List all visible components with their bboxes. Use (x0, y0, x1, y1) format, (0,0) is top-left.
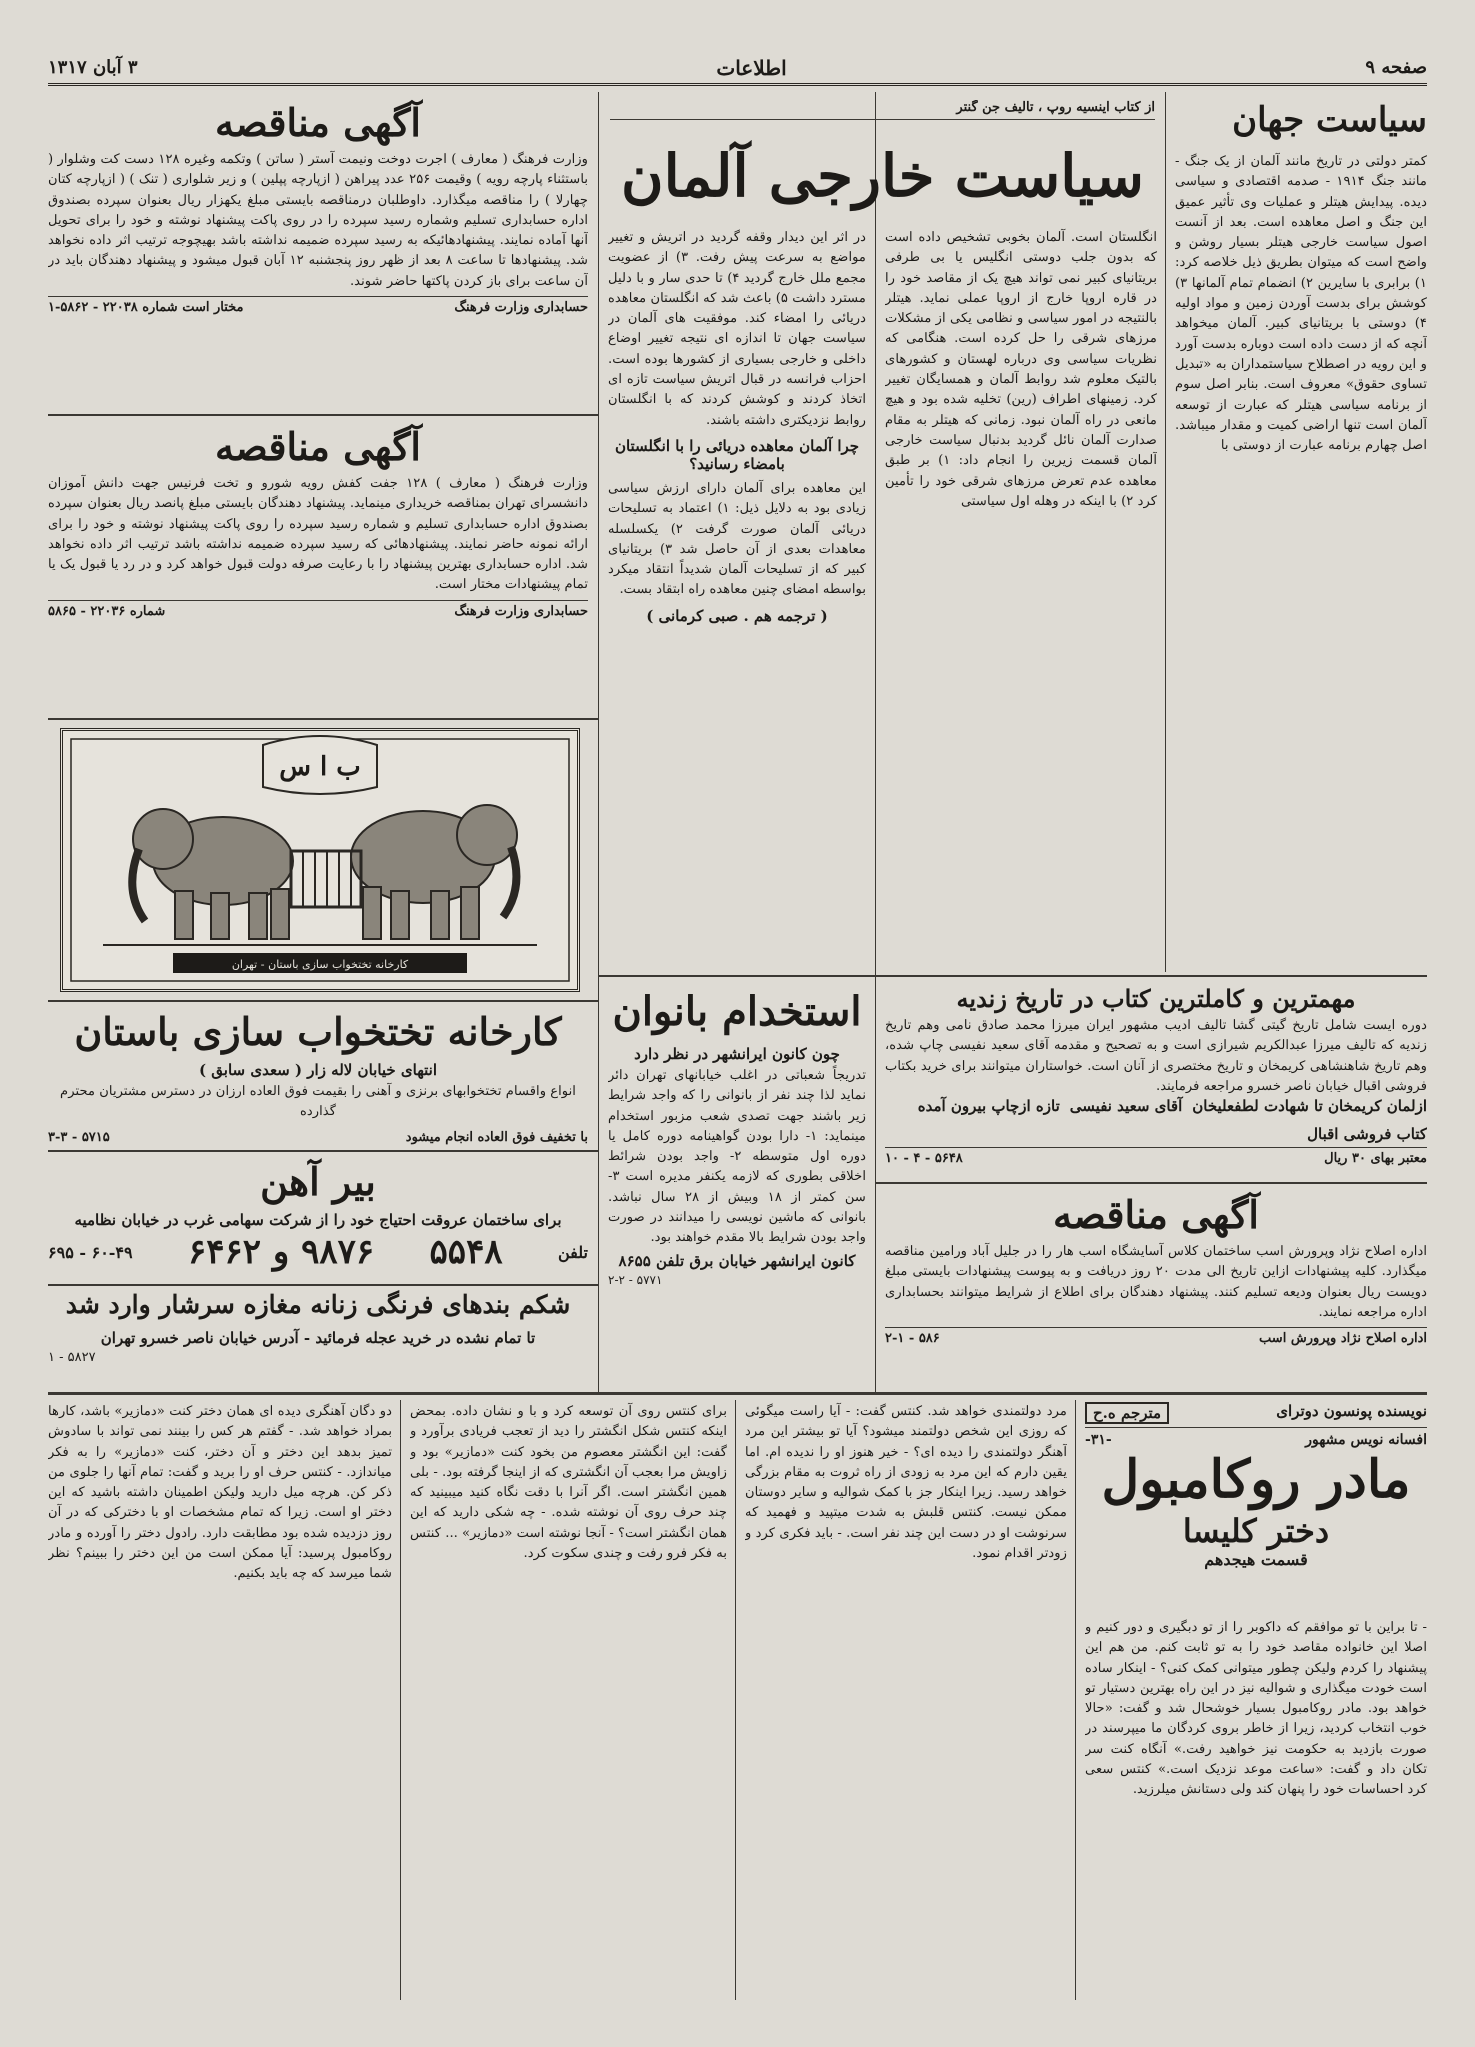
ad-body: تدریجاً شعباتی در اغلب خیابانهای تهران دائر نماید لذا چند نفر از بانوانی را که واجد شرایط زیر باشند جهت تصدی شعب مزبور استخدام مینماید: ۱- دارا بودن گواهینامه دوره کامل یا دوره اول متوسطه ۲- واجد بودن شرائط اخلاقی بطوری که لازمه یکنفر مدیره است ۳- سن کمتر از ۱۸ وبیش از ۲۸ سال نباشد. بانوانی که ماشین نویسی را میدانند در صورت واجد بودن شرایط بالا مقدم خواهند بود. (608, 1068, 866, 1246)
article-text: در اثر این دیدار وقفه گردید در اتریش و تغییر مواضع به سرعت پیش رفت. ۳) از عضویت مجمع ملل خارج گردید ۴) تا حدی سار و با دلیل مسترد داشت ۵) باعث شد که انگلستان معاهده دریائی را امضاء کند. موفقیت های آلمان در سیاست جهان تا اندازه ای نتیجه تغییر اوضاع داخلی و خارجی بسیاری از کشورها بوده است. احزاب فرانسه در قبال اتریش سیاست تازه ای اتخاذ کردند و کوشش کردند که با انگلستان روابط نزدیکتری داشته باشند. (608, 230, 866, 428)
politics-column-3 (608, 228, 866, 972)
bed-factory-illustration (60, 728, 580, 992)
page-fold-rule (48, 1392, 1427, 1395)
corset-ad-body (48, 1326, 588, 1386)
article-headline: سیاست خارجی آلمان (620, 142, 1145, 210)
serial-column-3 (410, 1402, 727, 2000)
serial-genre: افسانه نویس مشهور (1305, 1432, 1427, 1448)
page-label: صفحه ۹ (1365, 57, 1427, 78)
highlight-a: ازلمان کریمخان تا شهادت لطفعلیخان (1192, 1097, 1427, 1116)
ad-title: آگهی مناقصه (215, 424, 421, 469)
ad-footer (48, 296, 588, 315)
ad-title: بیر آهن (260, 1159, 376, 1204)
issue-date: ۳ آبان ۱۳۱۷ (48, 57, 138, 78)
ad-rule (48, 414, 598, 416)
serial-byline (1085, 1402, 1427, 1428)
serial-column-2 (745, 1402, 1067, 2000)
ad-signature: اداره اصلاح نژاد وپرورش اسب (1259, 1331, 1427, 1347)
column-rule (875, 1320, 876, 1392)
ad-code: مختار است شماره ۲۲۰۳۸ - ۵۸۶۲-۱ (48, 300, 244, 316)
ad-body: انواع واقسام تختخوابهای برنزی و آهنی را بقیمت فوق العاده ارزان در دسترس مشتریان محترم گذارده (60, 1084, 576, 1120)
ad-signature: حسابداری وزارت فرهنگ (454, 603, 588, 619)
politics-headline-box (610, 140, 1155, 220)
serial-subtitle: دختر کلیسا (1182, 1512, 1330, 1550)
column-rule (875, 92, 876, 1320)
phone-numbers-alt: ۹۸۷۶ و ۶۴۶۲ (187, 1232, 375, 1272)
ad-code: شماره ۲۲۰۳۶ - ۵۸۶۵ (48, 603, 166, 619)
ad-code: ۵۸۶ - ۲-۱ (885, 1331, 940, 1347)
serial-title: مادر روکامبول (1101, 1449, 1411, 1510)
ad-footer (885, 1147, 1427, 1166)
steel-beam-ad (48, 1156, 588, 1280)
politics-column-1 (1175, 152, 1427, 972)
ad-signature: حسابداری وزارت فرهنگ (454, 300, 588, 316)
serial-number: -۳۱- (1085, 1432, 1112, 1448)
serial-translator: مترجم ه.ح (1085, 1402, 1169, 1424)
serial-text: - تا براین با تو موافقم که داکوبر را از تو دبگیری و دور کنیم و اصلا این خانواده مقاصد خود را به تو ثابت کنم. من هم این پیشنهاد را کردم ولیکن چطور میتوانی کمک کنی؟ - اینکار ساده است خودت میگذاری و شوالیه نیز در این راه بهترین دستیار تو خواهد بود. مادر روکامبول بسیار خوشحال شد و گفت: «حالا خوب انتخاب کردید، زیرا از خاطر بروی کردگان ما میپرسند در صورت بازدید به حکومت نیز خواهید رفت.» آنگاه کنت سر تکان داد و گفت: «ساعت موعد نزدیک است.» کنتس سعی کرد احساسات خود را پنهان کند ولی دستانش میلرزید. (1085, 1620, 1427, 1798)
article-kicker: از کتاب اینسیه روپ ، تالیف جن گنتر (610, 100, 1155, 120)
ad-footer (885, 1327, 1427, 1346)
illustration-caption: کارخانه تختخواب سازی باستان - تهران (231, 958, 409, 971)
ad-signature: کانون ایرانشهر خیابان برق تلفن ۸۶۵۵ (618, 1251, 856, 1270)
ad-footer (48, 1127, 588, 1145)
serial-author: نویسنده پونسون دوترای (1276, 1402, 1427, 1420)
masthead (48, 52, 1427, 86)
ad-rule (48, 1284, 598, 1286)
serial-text: برای کنتس روی آن توسعه کرد و با و نشان داده. بمحض اینکه کنتس شکل انگشتر را دید از تعجب فریادی برآورد و گفت: این انگشتر معصوم من بخود کنت «دمازیر» بود و زاویش مرا بعجب آن انگشتری که از اینجا گرفته بود. - بلی همین انگشتر است. اگر آنرا با دقت نگاه کنید میبینید که چند حرف روی آن نوشته شده. - چه شکی دارید که این همان انگشتر است؟ - آنجا نوشته است «دمازیر» ... کنتس به فکر فرو رفت و چندی سکوت کرد. (410, 1404, 727, 1562)
ad-code: ۵۶۴۸ - ۴ - ۱۰ (885, 1151, 963, 1167)
politics-section-header (1175, 100, 1427, 140)
column-rule (735, 1400, 736, 2000)
section-title: سیاست جهان (1175, 100, 1427, 140)
ad-body: وزارت فرهنگ ( معارف ) اجرت دوخت ونیمت آستر ( ساتن ) وتکمه وغیره ۱۲۸ دست کت وشلوار ( باستثناء پارچه رویه ) وقیمت ۲۵۶ عدد پیراهن ( ازپارچه پپلین ) و زیر شلواری ( تنک ) ( ازپارچه کتان چهارلا ) را مناقصه میگذارد. داوطلبان درمناقصه بایستی مبلغ یکهزار ریال بعنوان سپرده بصندوق اداره حسابداری تسلیم وشماره رسید سپرده را در روی پاکت پیشنهاد نوشته و خود را برای تحویل آنها آماده نمایند. پیشنهادهائیکه به رسید سپرده ضمیمه نداشته باشد بهیچوجه ترتیب اثر داده نخواهد شد. پیشنهادها تا ساعت ۸ بعد از ظهر روز پنجشنبه ۱۲ آبان قبول میشود و پیشنهاد دهندگان باید در آن ساعت برای باز کردن پاکتها حاضر شوند. (48, 152, 588, 289)
paper-name: اطلاعات (716, 55, 787, 80)
book-price: معتبر بهای ۳۰ ریال (1324, 1151, 1427, 1167)
serial-header (1085, 1402, 1427, 1612)
column-rule (1165, 92, 1166, 972)
book-ad (885, 982, 1427, 1180)
women-employment-ad (608, 982, 866, 1384)
ad-rule (48, 718, 598, 720)
ad-code: ۵۸۲۷ - ۱ (48, 1350, 96, 1365)
phone-label: تلفن (557, 1242, 588, 1262)
ad-code: ۵۷۷۱ - ۲-۲ (608, 1272, 663, 1287)
column-rule (598, 92, 599, 1320)
tender-ad-3 (885, 1188, 1427, 1384)
ad-title: استخدام بانوان (612, 988, 862, 1035)
ad-rule (875, 1182, 1427, 1184)
ad-note: با تخفیف فوق العاده انجام میشود (405, 1129, 588, 1145)
article-text: انگلستان است. آلمان بخوبی تشخیص داده است که بدون جلب دوستی انگلیس یا بی طرفی بریتانیای کبیر نمی تواند هیچ یک از مقاصد خود را در قاره اروپا خارج از اروپا عملی نماید. هیتلر بالنتیجه در امور سیاسی و نظامی یکی از مشکلات مرزهای شرقی را حل کرده است. هنگامی که نظریات سیاسی وی درباره لهستان و کشورهای بالتیک معلوم شد روابط آلمان و همسایگان تغییر کرد. زمینهای اطراف (رین) تخلیه شده بود و هیچ مانعی در راه آلمان نبود. زمانی که هیتلر به مقام صدارت آلمان نائل گردید بدنبال سیاست خارجی آلمان قسمت زیرین را انجام داد: ۱) بر طبق معاهده عدم تعرض مرزهای شرقی خود را تأمین کرد ۲) با اینکه در وهله اول سیاستی (885, 230, 1157, 509)
article-text: کمتر دولتی در تاریخ مانند آلمان از یک جنگ - مانند جنگ ۱۹۱۴ - صدمه اقتصادی و سیاسی دیده. پیدایش هیتلر و عملیات وی تأثیر عمیق این جنگ و اصل معاهده است. بعد از آنست اصول سیاست خارجی هیتلر بسیار روشن و واضح است که میتوان بطریق ذیل خلاصه کرد: ۱) برابری با سایرین ۲) انضمام تمام آلمانها ۳) کوشش برای بدست آوردن زمین و مواد اولیه ۴) دوستی با بریتانیای کبیر. آلمان میخواهد آنچه که از دست داده است دوباره بدست آورد و این رویه در اصطلاح سیاستمداران به «تبدیل تساوی حقوق» معروف است. بنابر اصل سوم از برنامه سیاسی هیتلر که عبارت از توسعه آلمان است تنها اراضی کمیت و مقدار میباشد. اصل چهارم برنامه عبارت از دوستی با (1175, 154, 1427, 454)
politics-kicker-box (610, 100, 1155, 130)
ad-rule (48, 1000, 598, 1002)
politics-column-2 (885, 228, 1157, 972)
ad-title: آگهی مناقصه (215, 100, 421, 145)
highlight-c: تازه ازچاپ بیرون آمده (917, 1097, 1060, 1116)
ad-title: کارخانه تختخواب سازی باستان (74, 1009, 562, 1054)
highlight-b: آقای سعید نفیسی (1069, 1097, 1183, 1116)
brand-monogram: ب ا س (279, 752, 361, 782)
book-highlights (885, 1097, 1427, 1143)
serial-column-1 (1085, 1618, 1427, 2000)
ad-rule (48, 1150, 598, 1152)
column-rule (400, 1400, 401, 2000)
serial-text: مرد دولتمندی خواهد شد. کنتس گفت: - آیا راست میگوئی که روزی این شخص دولتمند میشود؟ آیا تو بیشتر این مرد آهنگر دولتمندی را دیده ای؟ - خیر هنوز او را ندیده ام. اما یقین دارم که این مرد به زودی از راه ثروت به مقام بزرگی خواهد رسید. زیرا اینکار جز با کمک شوالیه و سایر دوستان ممکن نیست. کنتس قلبش به شدت میتپید و فهمید که سرنوشت او در دست این چند نفر است. - باید فکری کرد و زودتر اقدام نمود. (745, 1404, 1067, 1562)
column-rule (1075, 1400, 1076, 2000)
article-text: این معاهده برای آلمان دارای ارزش سیاسی زیادی بود به دلایل ذیل: ۱) اعتماد به تسلیحات دریائی آلمان صورت گرفت ۲) یکسلسله معاهدات بعدی از آن حاصل شد ۳) بریتانیای کبیر که از تسلیحات آلمان شدیداً انتقاد میکرد بواسطه امضای چنین معاهده راه ابتقاد بست. (608, 480, 866, 598)
serial-text: دو دگان آهنگری دیده ای همان دختر کنت «دمازیر» باشد، کارها بمراد خواهد شد. - گفتم هر کس را بینند نمی تواند با سادوش تمیز بدهد این دختر و آن دختر، کنت «دمازیر» را به فکر میاندازد. - کنتس حرف او را برید و گفت: تمام آنها را جلوی من ذکر کن. هرچه میل دارید ولیکن اطمینان داشته باشید که این دختر او است. زیرا که تمام مشخصات او با دخترکی که در آن روز دزدیده شده بود مطابقت دارد. رادول دختر را آورده و مادر روکامبول پرسید: آیا ممکن است من این دختر را ببینم؟ نظر شما میرسد که چه باید بکنیم. (48, 1404, 392, 1582)
ad-code: ۵۷۱۵ - ۳-۳ (48, 1129, 110, 1145)
tender-ad-1 (48, 96, 588, 412)
ad-body: برای ساختمان عروقت احتیاج خود را از شرکت سهامی غرب در خیابان نظامیه (74, 1211, 562, 1229)
section-rule (598, 975, 1427, 977)
article-translator: ( ترجمه هم . صبی کرمانی ) (646, 606, 828, 625)
tender-ad-2 (48, 420, 588, 716)
highlight-d: کتاب فروشی اقبال (1307, 1125, 1427, 1144)
ad-title: مهمترین و کاملترین کتاب در تاریخ زندیه (956, 984, 1356, 1013)
phone-number: ۵۵۴۸ (429, 1232, 503, 1272)
ad-footer (48, 600, 588, 619)
ad-title: شکم بندهای فرنگی زنانه مغازه سرشار وارد شد (65, 1290, 571, 1319)
article-subheading: چرا آلمان معاهده دریائی را با انگلستان بامضاء رسانید؟ (614, 436, 860, 473)
serial-column-4 (48, 1402, 392, 2000)
serial-meta (1085, 1432, 1427, 1448)
phone-row (48, 1232, 588, 1272)
column-rule (598, 1320, 599, 1392)
corset-ad-title-box (48, 1290, 588, 1320)
bed-factory-ad (48, 1006, 588, 1148)
ad-body: وزارت فرهنگ ( معارف ) ۱۲۸ جفت کفش رویه شورو و تخت فرنیس جهت دانش آموزان دانشسرای تهران بمناقصه خریداری مینماید. پیشنهاد دهندگان بایستی مبلغ پانصد ریال بعنوان سپرده بصندوق اداره حسابداری تسلیم و شماره رسید سپرده را روی پاکت پیشنهاد نوشته و خود را برای ارائه نمونه حاضر نمایند. پیشنهادهائی که رسید سپرده ضمیمه نداشته باشد ترتیب اثر داده نخواهد شد. اداره حسابداری بهترین پیشنهاد را با رعایت صرفه دولت قبول خواهد کرد و در رد یا قبول یک یا تمام پیشنهادات مختار است. (48, 476, 588, 593)
ad-body: تا تمام نشده در خرید عجله فرمائید - آدرس خیابان ناصر خسرو تهران (100, 1329, 536, 1347)
serial-part: قسمت هیجدهم (1204, 1550, 1308, 1569)
elephants-carrying-bed-image (63, 731, 577, 989)
ad-code: ۶۰-۴۹ - ۶۹۵ (48, 1242, 133, 1262)
ad-body: اداره اصلاح نژاد وپرورش اسب ساختمان کلاس آسایشگاه اسب هار را در جلیل آباد ورامین مناقصه میگذارد. کلیه پیشنهادات ازاین تاریخ الی مدت ۲۰ روز دریافت و به پیوست پیشنهادات بایستی مبلغ دویست ریال بعنوان ودیعه تسلیم کنند. پیشنهاد دهندگان برای اطلاع از شرایط میتوانند بحسابداری اداره مراجعه نمایند. (885, 1244, 1427, 1320)
ad-subheading: چون کانون ایرانشهر در نظر دارد (634, 1045, 840, 1063)
ad-title: آگهی مناقصه (1053, 1192, 1259, 1237)
ad-address: انتهای خیابان لاله زار ( سعدی سابق ) (198, 1061, 438, 1079)
ad-body: دوره ایست شامل تاریخ گیتی گشا تالیف ادیب مشهور ایران میرزا محمد صادق نامی وهم تاریخ زندیه که تالیف میرزا عبدالکریم شیرازی است و به تصحیح و مقدمه آقای سعید نفیسی چاپ شده، وهم تاریخ شاهنشاهی کریمخان و تاریخ مختصری از آنان است. خواستاران میتوانند برای خرید بکتاب فروشی اقبال خیابان ناصر خسرو مراجعه فرمایند. (885, 1018, 1427, 1094)
